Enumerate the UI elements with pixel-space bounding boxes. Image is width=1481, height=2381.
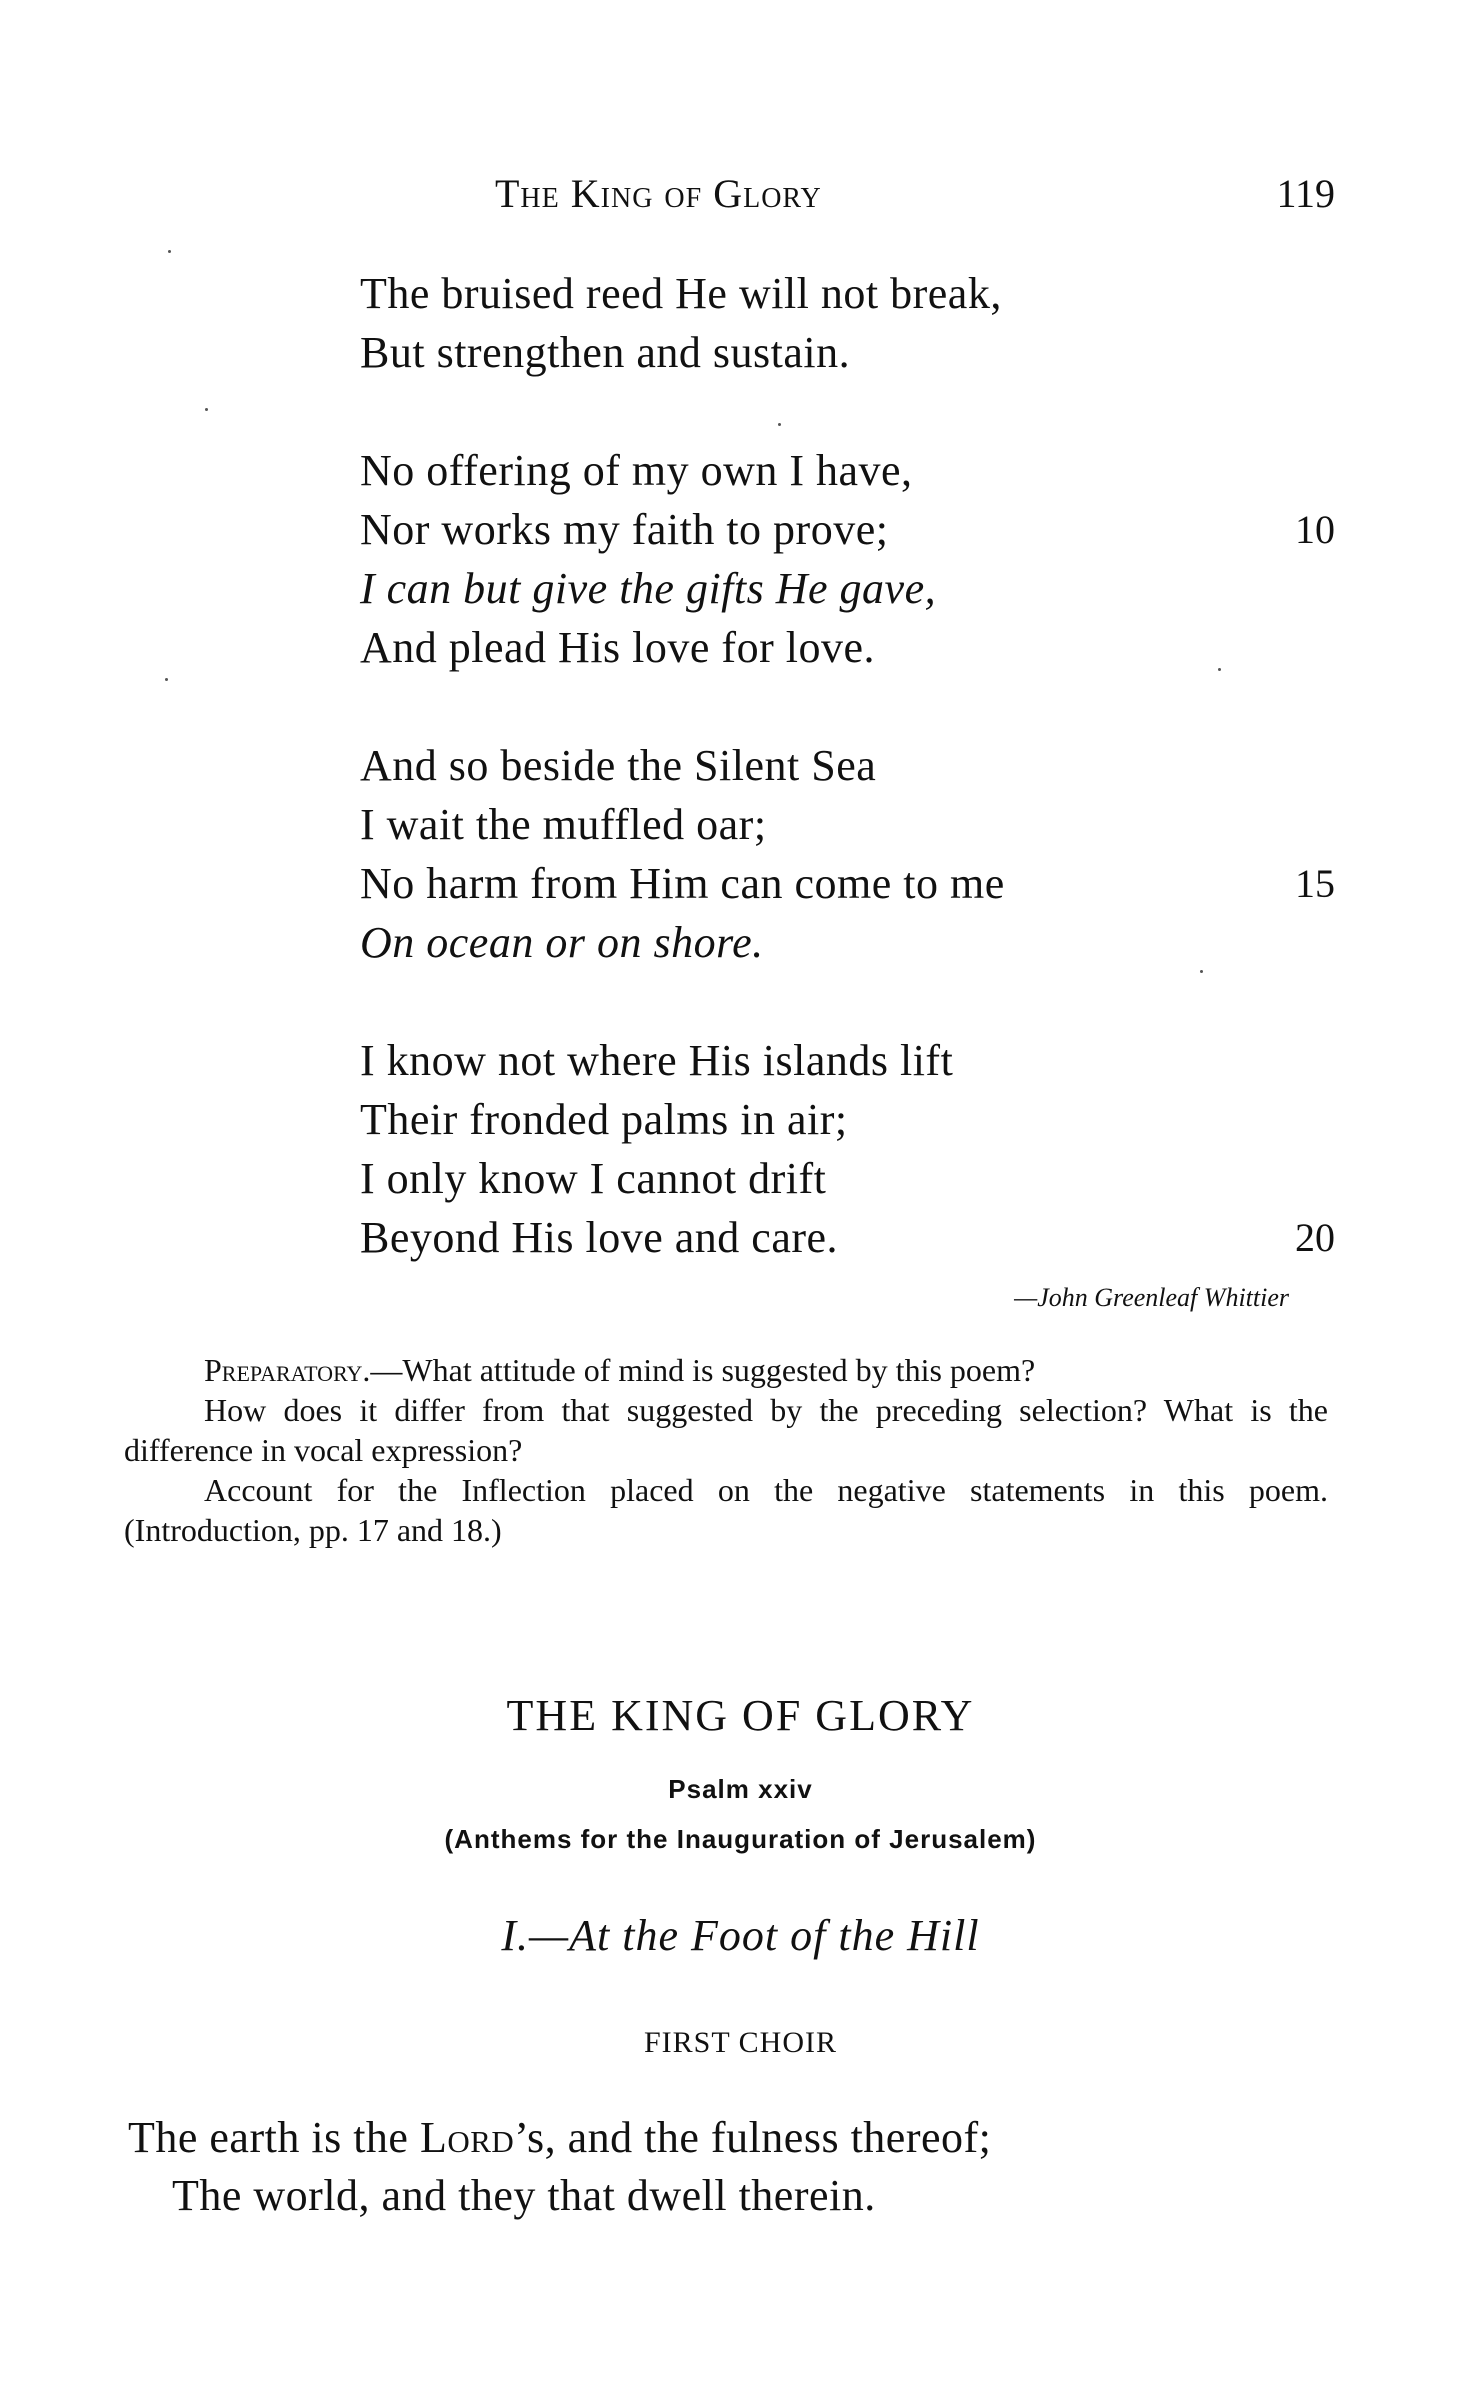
page-number: 119 <box>1276 171 1335 216</box>
notes-text: —What attitude of mind is suggested by this poem? <box>370 1352 1036 1388</box>
print-speck <box>778 423 781 426</box>
print-speck <box>205 408 208 411</box>
poem-line: I only know I cannot drift <box>360 1154 827 1203</box>
poem-line: But strengthen and sustain. <box>360 328 851 377</box>
poem-line: The bruised reed He will not break, <box>360 269 1002 318</box>
psalm-title: THE KING OF GLORY <box>506 1691 975 1740</box>
poem-attribution: —John Greenleaf Whittier <box>1014 1283 1289 1312</box>
notes-paragraph: Account for the Inflection placed on the negative statements in this poem. (Introduction, pp. 17 and 18.) <box>124 1472 1328 1548</box>
print-speck <box>1218 668 1221 671</box>
poem-line: And plead His love for love. <box>360 623 875 672</box>
line-number: 10 <box>1295 507 1335 552</box>
print-speck <box>1200 970 1203 973</box>
print-speck <box>165 678 168 681</box>
notes-paragraph: How does it differ from that suggested by the preceding selection? What is the difference in vocal expression? <box>124 1392 1328 1468</box>
psalm-verse-line <box>128 2112 991 2163</box>
poem-line: And so beside the Silent Sea <box>360 741 877 790</box>
psalm-verse-line: The world, and they that dwell therein. <box>172 2171 876 2220</box>
line-number: 20 <box>1295 1215 1335 1260</box>
poem-line: Beyond His love and care. <box>360 1213 839 1262</box>
poem-line: No offering of my own I have, <box>360 446 913 495</box>
line-number: 15 <box>1295 861 1335 906</box>
choir-heading: FIRST CHOIR <box>644 2026 837 2059</box>
verse-text: The earth is the <box>128 2113 420 2162</box>
poem-line: Their fronded palms in air; <box>360 1095 848 1144</box>
poem-line: Nor works my faith to prove; <box>360 505 889 554</box>
psalm-occasion: (Anthems for the Inauguration of Jerusalem) <box>444 1824 1037 1854</box>
poem-line: I can but give the gifts He gave, <box>360 564 937 613</box>
study-notes <box>124 1350 1328 1550</box>
poem-line: On ocean or on shore. <box>360 918 764 967</box>
running-title: The King of Glory <box>495 171 822 216</box>
verse-text: ’s, and the fulness thereof; <box>514 2113 992 2162</box>
poem-line: I wait the muffled oar; <box>360 800 767 849</box>
notes-paragraph <box>124 1350 1328 1390</box>
notes-label: Preparatory. <box>204 1352 371 1388</box>
section-heading: I.—At the Foot of the Hill <box>501 1911 980 1960</box>
poem-line: I know not where His islands lift <box>360 1036 954 1085</box>
poem-line: No harm from Him can come to me <box>360 859 1005 908</box>
lord-small-caps: Lord <box>419 2113 515 2162</box>
print-speck <box>168 250 171 253</box>
psalm-subtitle: Psalm xxiv <box>668 1774 813 1804</box>
